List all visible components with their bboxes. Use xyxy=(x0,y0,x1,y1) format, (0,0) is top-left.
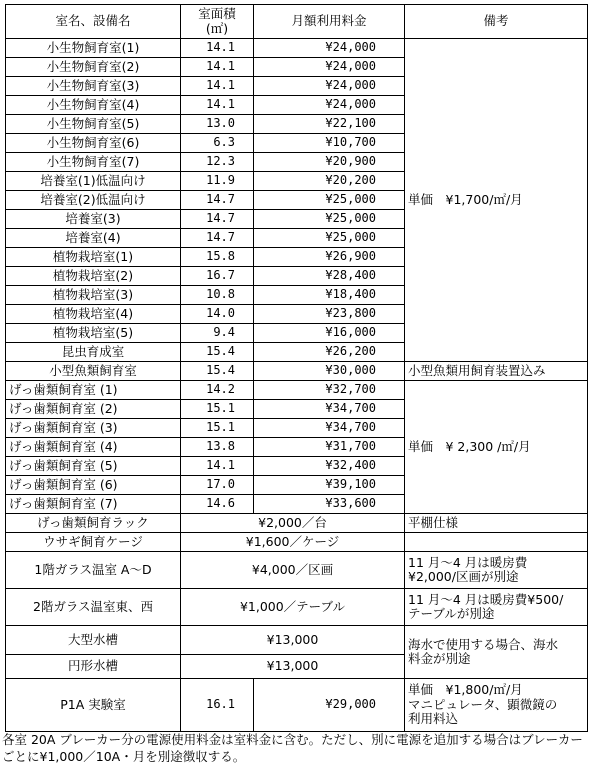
note-line: 単価 ¥1,800/㎡/月 xyxy=(408,682,523,698)
room-name: げっ歯類飼育室 (4) xyxy=(6,438,181,457)
monthly-fee: ¥26,900 xyxy=(254,248,405,267)
room-name: 小生物飼育室(2) xyxy=(6,58,181,77)
room-area: 12.3 xyxy=(181,153,254,172)
room-area: 13.8 xyxy=(181,438,254,457)
monthly-fee: ¥13,000 xyxy=(181,655,405,679)
room-name: 小生物飼育室(6) xyxy=(6,134,181,153)
room-name: 植物栽培室(5) xyxy=(6,324,181,343)
room-name: 小型魚類飼育室 xyxy=(6,362,181,381)
note-line: 11 月～4 月は暖房費¥500/ xyxy=(408,591,564,607)
monthly-fee: ¥28,400 xyxy=(254,267,405,286)
room-area: 15.4 xyxy=(181,362,254,381)
room-area: 13.0 xyxy=(181,115,254,134)
room-area: 16.1 xyxy=(181,679,254,732)
monthly-fee: ¥18,400 xyxy=(254,286,405,305)
room-area: 15.4 xyxy=(181,343,254,362)
power-fee-footnote: 各室 20A ブレーカー分の電源使用料金は室料金に含む。ただし、別に電源を追加する場合はブレーカーごとに¥1,000／10A・月を別途徴収する。 xyxy=(2,732,583,764)
room-name: 小生物飼育室(4) xyxy=(6,96,181,115)
monthly-fee: ¥25,000 xyxy=(254,210,405,229)
header-note: 備考 xyxy=(405,5,588,39)
room-area: 14.1 xyxy=(181,58,254,77)
note-line: 海水で使用する場合、海水 xyxy=(408,636,559,652)
room-name: 小生物飼育室(3) xyxy=(6,77,181,96)
room-name: 植物栽培室(3) xyxy=(6,286,181,305)
monthly-fee: ¥2,000／台 xyxy=(181,514,405,533)
table-row xyxy=(6,39,588,58)
monthly-fee: ¥25,000 xyxy=(254,191,405,210)
room-name: 1階ガラス温室 A～D xyxy=(6,552,181,589)
table-row xyxy=(6,589,588,626)
monthly-fee: ¥1,000／テーブル xyxy=(181,589,405,626)
monthly-fee: ¥24,000 xyxy=(254,58,405,77)
room-name: げっ歯類飼育室 (6) xyxy=(6,476,181,495)
table-row xyxy=(6,362,588,381)
room-name: P1A 実験室 xyxy=(6,679,181,732)
monthly-fee: ¥20,200 xyxy=(254,172,405,191)
monthly-fee: ¥30,000 xyxy=(254,362,405,381)
room-area: 16.7 xyxy=(181,267,254,286)
room-name: 植物栽培室(1) xyxy=(6,248,181,267)
table-row xyxy=(6,381,588,400)
monthly-fee: ¥16,000 xyxy=(254,324,405,343)
room-area: 14.1 xyxy=(181,39,254,58)
room-area: 9.4 xyxy=(181,324,254,343)
room-area: 17.0 xyxy=(181,476,254,495)
room-name: げっ歯類飼育室 (2) xyxy=(6,400,181,419)
monthly-fee: ¥24,000 xyxy=(254,39,405,58)
monthly-fee: ¥20,900 xyxy=(254,153,405,172)
room-name: ウサギ飼育ケージ xyxy=(6,533,181,552)
note-line: 料金が別途 xyxy=(408,651,471,666)
monthly-fee: ¥23,800 xyxy=(254,305,405,324)
room-name: げっ歯類飼育室 (1) xyxy=(6,381,181,400)
room-name: 植物栽培室(2) xyxy=(6,267,181,286)
facility-fee-table xyxy=(5,4,588,732)
note-p1a xyxy=(405,679,588,732)
room-name: げっ歯類飼育室 (5) xyxy=(6,457,181,476)
monthly-fee: ¥34,700 xyxy=(254,400,405,419)
note-line: 利用料込 xyxy=(408,711,459,727)
room-name: 昆虫育成室 xyxy=(6,343,181,362)
room-area: 14.1 xyxy=(181,77,254,96)
table-row xyxy=(6,514,588,533)
room-area: 14.0 xyxy=(181,305,254,324)
note-fish-equipment: 小型魚類用飼育装置込み xyxy=(405,362,588,381)
room-name: げっ歯類飼育ラック xyxy=(6,514,181,533)
header-area xyxy=(181,5,254,39)
room-name: 小生物飼育室(7) xyxy=(6,153,181,172)
monthly-fee: ¥32,700 xyxy=(254,381,405,400)
note-rack: 平棚仕様 xyxy=(405,514,588,533)
room-name: 植物栽培室(4) xyxy=(6,305,181,324)
table-row xyxy=(6,552,588,589)
room-area: 15.8 xyxy=(181,248,254,267)
note-unit-price-a: 単価 ¥1,700/㎡/月 xyxy=(405,39,588,362)
monthly-fee: ¥10,700 xyxy=(254,134,405,153)
room-area: 14.2 xyxy=(181,381,254,400)
note-empty xyxy=(405,533,588,552)
monthly-fee: ¥13,000 xyxy=(181,626,405,655)
room-name: 円形水槽 xyxy=(6,655,181,679)
header-area-label: 室面積 xyxy=(198,6,236,22)
header-area-unit: (㎡) xyxy=(205,20,229,36)
room-area: 6.3 xyxy=(181,134,254,153)
room-name: げっ歯類飼育室 (7) xyxy=(6,495,181,514)
header-fee: 月額利用料金 xyxy=(254,5,405,39)
room-area: 11.9 xyxy=(181,172,254,191)
room-name: 小生物飼育室(1) xyxy=(6,39,181,58)
room-area: 14.1 xyxy=(181,96,254,115)
monthly-fee: ¥29,000 xyxy=(254,679,405,732)
room-area: 14.1 xyxy=(181,457,254,476)
room-area: 14.6 xyxy=(181,495,254,514)
note-unit-price-b: 単価 ¥ 2,300 /㎡/月 xyxy=(405,381,588,514)
monthly-fee: ¥32,400 xyxy=(254,457,405,476)
room-area: 15.1 xyxy=(181,400,254,419)
room-area: 14.7 xyxy=(181,210,254,229)
note-line: テーブルが別途 xyxy=(408,606,495,621)
room-area: 15.1 xyxy=(181,419,254,438)
monthly-fee: ¥22,100 xyxy=(254,115,405,134)
room-name: 培養室(3) xyxy=(6,210,181,229)
header-room: 室名、設備名 xyxy=(6,5,181,39)
table-row xyxy=(6,533,588,552)
note-line: マニピュレータ、顕微鏡の xyxy=(408,696,558,712)
table-row xyxy=(6,626,588,655)
room-area: 10.8 xyxy=(181,286,254,305)
monthly-fee: ¥33,600 xyxy=(254,495,405,514)
monthly-fee: ¥39,100 xyxy=(254,476,405,495)
room-name: 大型水槽 xyxy=(6,626,181,655)
room-name: 小生物飼育室(5) xyxy=(6,115,181,134)
note-line: ¥2,000/区画が別途 xyxy=(408,569,519,584)
monthly-fee: ¥4,000／区画 xyxy=(181,552,405,589)
monthly-fee: ¥24,000 xyxy=(254,96,405,115)
note-greenhouse-2f xyxy=(405,589,588,626)
room-name: 2階ガラス温室東、西 xyxy=(6,589,181,626)
note-tank xyxy=(405,626,588,679)
note-line: 11 月～4 月は暖房費 xyxy=(408,554,528,570)
room-name: 培養室(4) xyxy=(6,229,181,248)
room-name: 培養室(2)低温向け xyxy=(6,191,181,210)
room-name: 培養室(1)低温向け xyxy=(6,172,181,191)
room-area: 14.7 xyxy=(181,229,254,248)
table-row xyxy=(6,679,588,732)
monthly-fee: ¥26,200 xyxy=(254,343,405,362)
monthly-fee: ¥1,600／ケージ xyxy=(181,533,405,552)
header-row xyxy=(6,5,588,39)
monthly-fee: ¥34,700 xyxy=(254,419,405,438)
room-area: 14.7 xyxy=(181,191,254,210)
monthly-fee: ¥31,700 xyxy=(254,438,405,457)
note-greenhouse-1f xyxy=(405,552,588,589)
monthly-fee: ¥24,000 xyxy=(254,77,405,96)
room-name: げっ歯類飼育室 (3) xyxy=(6,419,181,438)
monthly-fee: ¥25,000 xyxy=(254,229,405,248)
